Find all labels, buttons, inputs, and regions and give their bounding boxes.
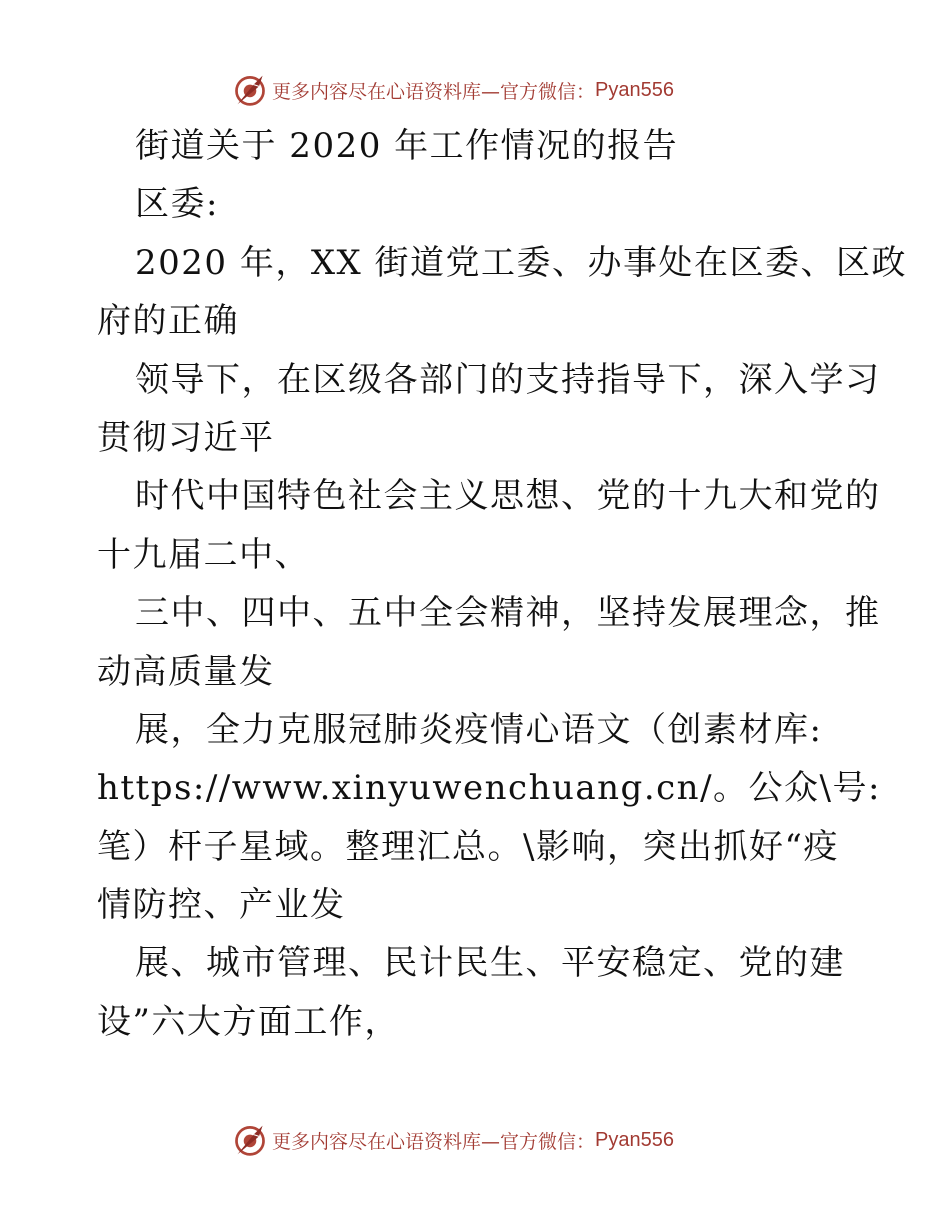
- salutation: 区委:: [135, 184, 219, 225]
- quill-pen-seal-icon: [232, 1122, 268, 1158]
- document-body: [97, 117, 908, 1051]
- paragraph-line: 贯彻习近平: [97, 417, 275, 458]
- paragraph-line: 三中、四中、五中全会精神，坚持发展理念，推: [135, 593, 881, 634]
- watermark-text: 更多内容尽在心语资料库—官方微信：: [272, 1130, 596, 1153]
- header-watermark: [0, 70, 950, 110]
- quill-pen-seal-icon: [232, 72, 268, 108]
- wechat-id: Pyan556: [595, 78, 674, 101]
- paragraph-line: 展、城市管理、民计民生、平安稳定、党的建: [135, 943, 845, 984]
- paragraph-line: 展，全力克服冠肺炎疫情心语文（创素材库:: [135, 709, 823, 750]
- paragraph-line: 十九届二中、: [97, 534, 310, 575]
- document-title: 街道关于 2020 年工作情况的报告: [135, 126, 679, 166]
- paragraph-line: 笔）杆子星域。整理汇总。\影响，突出抓好“疫: [97, 826, 839, 867]
- paragraph-line: 设”六大方面工作，: [97, 1001, 400, 1042]
- watermark-text: 更多内容尽在心语资料库—官方微信：: [272, 80, 596, 103]
- paragraph-line: 2020 年，XX 街道党工委、办事处在区委、区政: [135, 242, 908, 283]
- paragraph-line: 领导下，在区级各部门的支持指导下，深入学习: [135, 359, 881, 400]
- paragraph-line: 情防控、产业发: [97, 885, 346, 926]
- paragraph-line: 动高质量发: [97, 651, 275, 692]
- wechat-id: Pyan556: [595, 1128, 674, 1151]
- paragraph-line: 府的正确: [97, 301, 239, 342]
- footer-watermark: [0, 1120, 950, 1160]
- paragraph-line: 时代中国特色社会主义思想、党的十九大和党的: [135, 476, 881, 517]
- paragraph-line: https://www.xinyuwenchuang.cn/。公众\号:: [97, 768, 881, 809]
